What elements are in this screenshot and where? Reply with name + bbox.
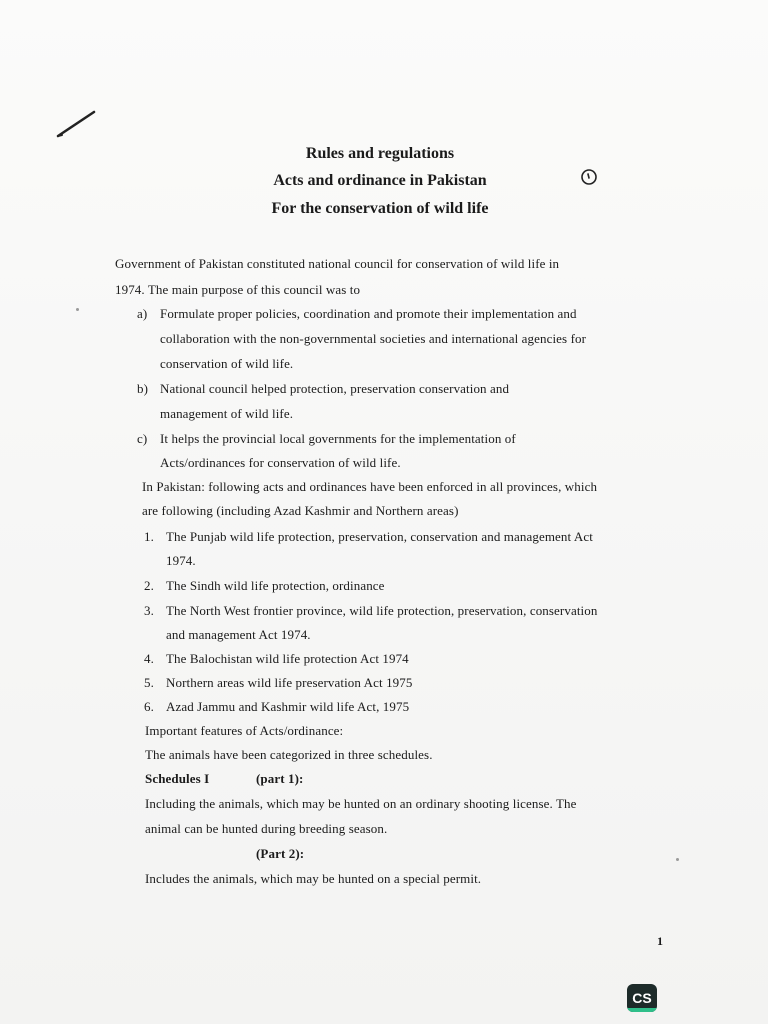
- camscanner-logo: CS: [627, 984, 657, 1012]
- act-1-line-1: The Punjab wild life protection, preservation, conservation and management Act: [166, 529, 593, 544]
- purpose-a-line-1: Formulate proper policies, coordination and promote their implementation and: [160, 306, 577, 321]
- act-3-line-2: and management Act 1974.: [166, 627, 311, 642]
- schedules-intro: The animals have been categorized in three schedules.: [145, 747, 433, 762]
- intro-line-1: Government of Pakistan constituted national council for conservation of wild life in: [115, 256, 560, 271]
- act-3-num: 3.: [144, 603, 154, 618]
- part-2-label: (Part 2):: [256, 846, 305, 861]
- purpose-a-marker: a): [137, 306, 148, 321]
- purpose-c-line-2: Acts/ordinances for conservation of wild life.: [160, 455, 401, 470]
- provinces-line-2: are following (including Azad Kashmir and Northern areas): [142, 503, 459, 518]
- act-5-line-1: Northern areas wild life preservation Act 1975: [166, 675, 413, 690]
- act-3-line-1: The North West frontier province, wild life protection, preservation, conservation: [166, 603, 598, 618]
- part-1-line-1: Including the animals, which may be hunted on an ordinary shooting license. The: [145, 796, 577, 811]
- purpose-b-marker: b): [137, 381, 149, 396]
- purpose-c-line-1: It helps the provincial local governments for the implementation of: [160, 431, 516, 446]
- act-6-line-1: Azad Jammu and Kashmir wild life Act, 1975: [166, 699, 410, 714]
- act-2-line-1: The Sindh wild life protection, ordinance: [166, 578, 385, 593]
- provinces-line-1: In Pakistan: following acts and ordinances have been enforced in all provinces, which: [142, 479, 598, 494]
- act-4-line-1: The Balochistan wild life protection Act 1974: [166, 651, 409, 666]
- part-1-line-2: animal can be hunted during breeding season.: [145, 821, 388, 836]
- act-6-num: 6.: [144, 699, 154, 714]
- part-1-label: (part 1):: [256, 771, 304, 786]
- circled-dot-icon: [580, 168, 598, 186]
- title-rules: Rules and regulations: [305, 145, 455, 162]
- purpose-c-marker: c): [137, 431, 148, 446]
- part-2-line-1: Includes the animals, which may be hunted on a special permit.: [145, 871, 482, 886]
- act-5-num: 5.: [144, 675, 154, 690]
- act-2-num: 2.: [144, 578, 154, 593]
- intro-line-2: 1974. The main purpose of this council was to: [115, 282, 361, 297]
- purpose-a-line-2: collaboration with the non-governmental societies and international agencies for: [160, 331, 587, 346]
- act-1-num: 1.: [144, 529, 154, 544]
- act-4-num: 4.: [144, 651, 154, 666]
- pen-stroke-icon: [56, 108, 98, 140]
- title-acts: Acts and ordinance in Pakistan: [273, 172, 487, 189]
- features-heading: Important features of Acts/ordinance:: [145, 723, 344, 738]
- scan-speck: [676, 858, 679, 861]
- purpose-b-line-2: management of wild life.: [160, 406, 294, 421]
- act-1-line-2: 1974.: [166, 553, 196, 568]
- scan-speck: [76, 308, 79, 311]
- schedule-1-label: Schedules I: [145, 771, 210, 786]
- purpose-b-line-1: National council helped protection, preservation conservation and: [160, 381, 510, 396]
- page-number: 1: [657, 934, 663, 948]
- purpose-a-line-3: conservation of wild life.: [160, 356, 294, 371]
- title-conservation: For the conservation of wild life: [271, 200, 489, 217]
